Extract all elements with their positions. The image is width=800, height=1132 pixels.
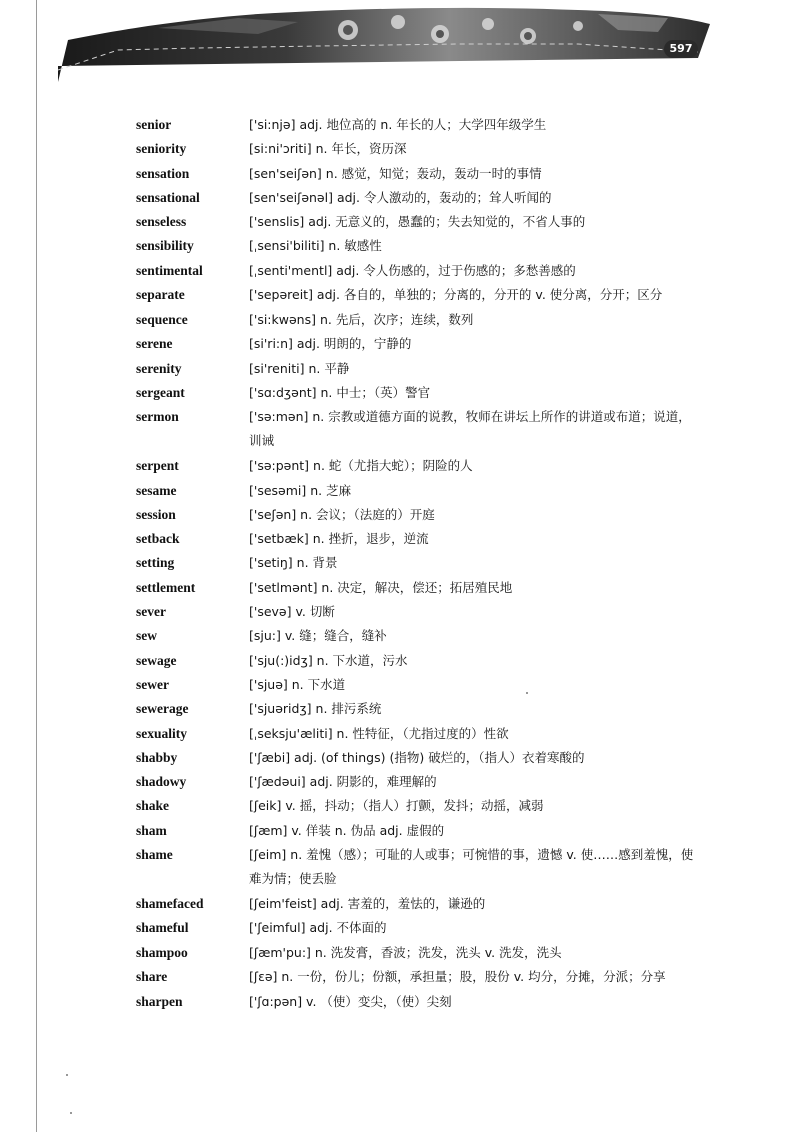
definition: ['seʃən] n. 会议；（法庭的）开庭 [249, 506, 435, 522]
headword: sentimental [136, 262, 203, 278]
list-item [0, 137, 800, 161]
headword: setting [136, 555, 175, 571]
definition: [ʃæm'pu:] n. 洗发膏，香波；洗发，洗头 v. 洗发，洗头 [249, 944, 562, 960]
list-item [0, 113, 800, 137]
headword: shamefaced [136, 896, 204, 912]
headword: sharpen [136, 993, 183, 1009]
list-item [0, 210, 800, 234]
headword: session [136, 506, 176, 522]
headword: sewage [136, 652, 177, 668]
definition: ['senslis] adj. 无意义的，愚蠢的；失去知觉的，不省人事的 [249, 214, 586, 230]
list-item [0, 794, 800, 818]
headword: sensational [136, 189, 200, 205]
list-item [0, 600, 800, 624]
definition: ['sju(:)idʒ] n. 下水道，污水 [249, 652, 408, 668]
definition: ['ʃeimful] adj. 不体面的 [249, 920, 387, 936]
list-item [0, 770, 800, 794]
definition: ['ʃɑ:pən] v. （使）变尖，（使）尖刻 [249, 993, 452, 1009]
definition: ['sə:pənt] n. 蛇（尤指大蛇）；阴险的人 [249, 458, 473, 474]
list-item [0, 843, 800, 892]
headword: serene [136, 336, 173, 352]
definition: [si'ri:n] adj. 明朗的，宁静的 [249, 336, 412, 352]
vocabulary-list [0, 113, 800, 1014]
definition: ['sevə] v. 切断 [249, 604, 335, 620]
list-item [0, 503, 800, 527]
list-item [0, 357, 800, 381]
scan-speck [66, 1074, 68, 1076]
headword: shabby [136, 749, 178, 765]
scan-speck [526, 692, 528, 694]
headword: shadowy [136, 774, 187, 790]
definition: ['setiŋ] n. 背景 [249, 555, 338, 571]
list-item [0, 892, 800, 916]
list-item [0, 965, 800, 990]
headword: shampoo [136, 944, 188, 960]
definition: ['ʃædəui] adj. 阴影的，难理解的 [249, 774, 437, 790]
list-item [0, 454, 800, 478]
list-item [0, 649, 800, 673]
definition: [ʃεə] n. 一份，份儿；份额，承担量；股，股份 v. 均分，分摊，分派；分享 [249, 968, 666, 984]
headword: senior [136, 117, 172, 132]
headword: serenity [136, 360, 182, 376]
headword: setback [136, 531, 180, 547]
list-item [0, 527, 800, 551]
list-item [0, 479, 800, 503]
definition: ['sepəreit] adj. 各自的，单独的；分离的，分开的 v. 使分离，分开；区分 [249, 287, 663, 303]
headword: sergeant [136, 384, 185, 400]
definition: [ˌsenti'mentl] adj. 令人伤感的，过于伤感的；多愁善感的 [249, 262, 576, 278]
headword: senseless [136, 214, 187, 230]
list-item [0, 405, 800, 454]
headword: share [136, 968, 168, 984]
definition: ['sjuə] n. 下水道 [249, 676, 346, 692]
headword: shake [136, 798, 170, 814]
list-item [0, 624, 800, 648]
definition: [sju:] v. 缝；缝合，缝补 [249, 628, 387, 644]
definition: [si:ni'ɔriti] n. 年长，资历深 [249, 141, 407, 157]
list-item [0, 916, 800, 940]
list-item [0, 551, 800, 575]
list-item [0, 722, 800, 746]
definition: ['ʃæbi] adj. (of things) (指物) 破烂的，（指人）衣着寒酸的 [249, 749, 585, 765]
headword: seniority [136, 141, 187, 157]
list-item [0, 162, 800, 186]
definition: ['sə:mən] n. 宗教或道德方面的说教，牧师在讲坛上所作的讲道或布道；说道，训诫 [249, 409, 691, 449]
definition: [ʃæm] v. 佯装 n. 伪品 adj. 虚假的 [249, 822, 445, 838]
headword: sequence [136, 312, 188, 328]
definition: [ʃeim] n. 羞愧（感）；可耻的人或事；可惋惜的事，遗憾 v. 使……感到羞愧，使难为情；使丢脸 [249, 847, 694, 887]
list-item [0, 259, 800, 283]
definition: ['sɑ:dʒənt] n. 中士；（英）警官 [249, 384, 431, 400]
definition: [sen'seiʃən] n. 感觉，知觉；轰动，轰动一时的事情 [249, 165, 542, 181]
list-item [0, 381, 800, 405]
list-item [0, 576, 800, 600]
list-item [0, 697, 800, 721]
list-item [0, 746, 800, 770]
list-item [0, 186, 800, 210]
headword: sew [136, 628, 157, 644]
list-item [0, 308, 800, 332]
header-texture-graphic [58, 0, 710, 86]
headword: sensation [136, 165, 190, 181]
definition: [si'reniti] n. 平静 [249, 360, 350, 376]
headword: sever [136, 604, 166, 620]
scan-speck [70, 1112, 72, 1114]
headword: sewer [136, 676, 169, 692]
headword: sexuality [136, 725, 188, 741]
headword: sermon [136, 409, 179, 425]
definition: ['sjuəridʒ] n. 排污系统 [249, 701, 382, 717]
headword: shameful [136, 920, 189, 936]
list-item [0, 990, 800, 1014]
definition: [ˌseksju'æliti] n. 性特征，（尤指过度的）性欲 [249, 725, 509, 741]
definition: ['setbæk] n. 挫折，退步，逆流 [249, 531, 429, 547]
list-item [0, 234, 800, 258]
list-item [0, 283, 800, 308]
page-number: 597 [664, 40, 698, 58]
definition: [ˌsensi'biliti] n. 敏感性 [249, 238, 382, 254]
headword: sham [136, 822, 167, 838]
headword: sewerage [136, 701, 189, 717]
decorative-header-banner [58, 0, 710, 86]
definition: [sen'seiʃənəl] adj. 令人激动的，轰动的；耸人听闻的 [249, 189, 552, 205]
list-item [0, 941, 800, 965]
list-item [0, 819, 800, 843]
headword: serpent [136, 458, 179, 474]
headword: sensibility [136, 238, 194, 254]
definition: [ʃeim'feist] adj. 害羞的，羞怯的，谦逊的 [249, 896, 486, 912]
headword: separate [136, 287, 185, 303]
definition: ['si:njə] adj. 地位高的 n. 年长的人；大学四年级学生 [249, 117, 547, 132]
definition: [ʃeik] v. 摇，抖动；（指人）打颤，发抖；动摇，减弱 [249, 798, 544, 814]
definition: ['setlmənt] n. 决定，解决，偿还；拓居殖民地 [249, 579, 513, 595]
headword: settlement [136, 579, 196, 595]
definition: ['sesəmi] n. 芝麻 [249, 482, 352, 498]
headword: shame [136, 847, 173, 863]
list-item [0, 332, 800, 356]
list-item [0, 673, 800, 697]
headword: sesame [136, 482, 177, 498]
definition: ['si:kwəns] n. 先后，次序；连续，数列 [249, 312, 474, 328]
